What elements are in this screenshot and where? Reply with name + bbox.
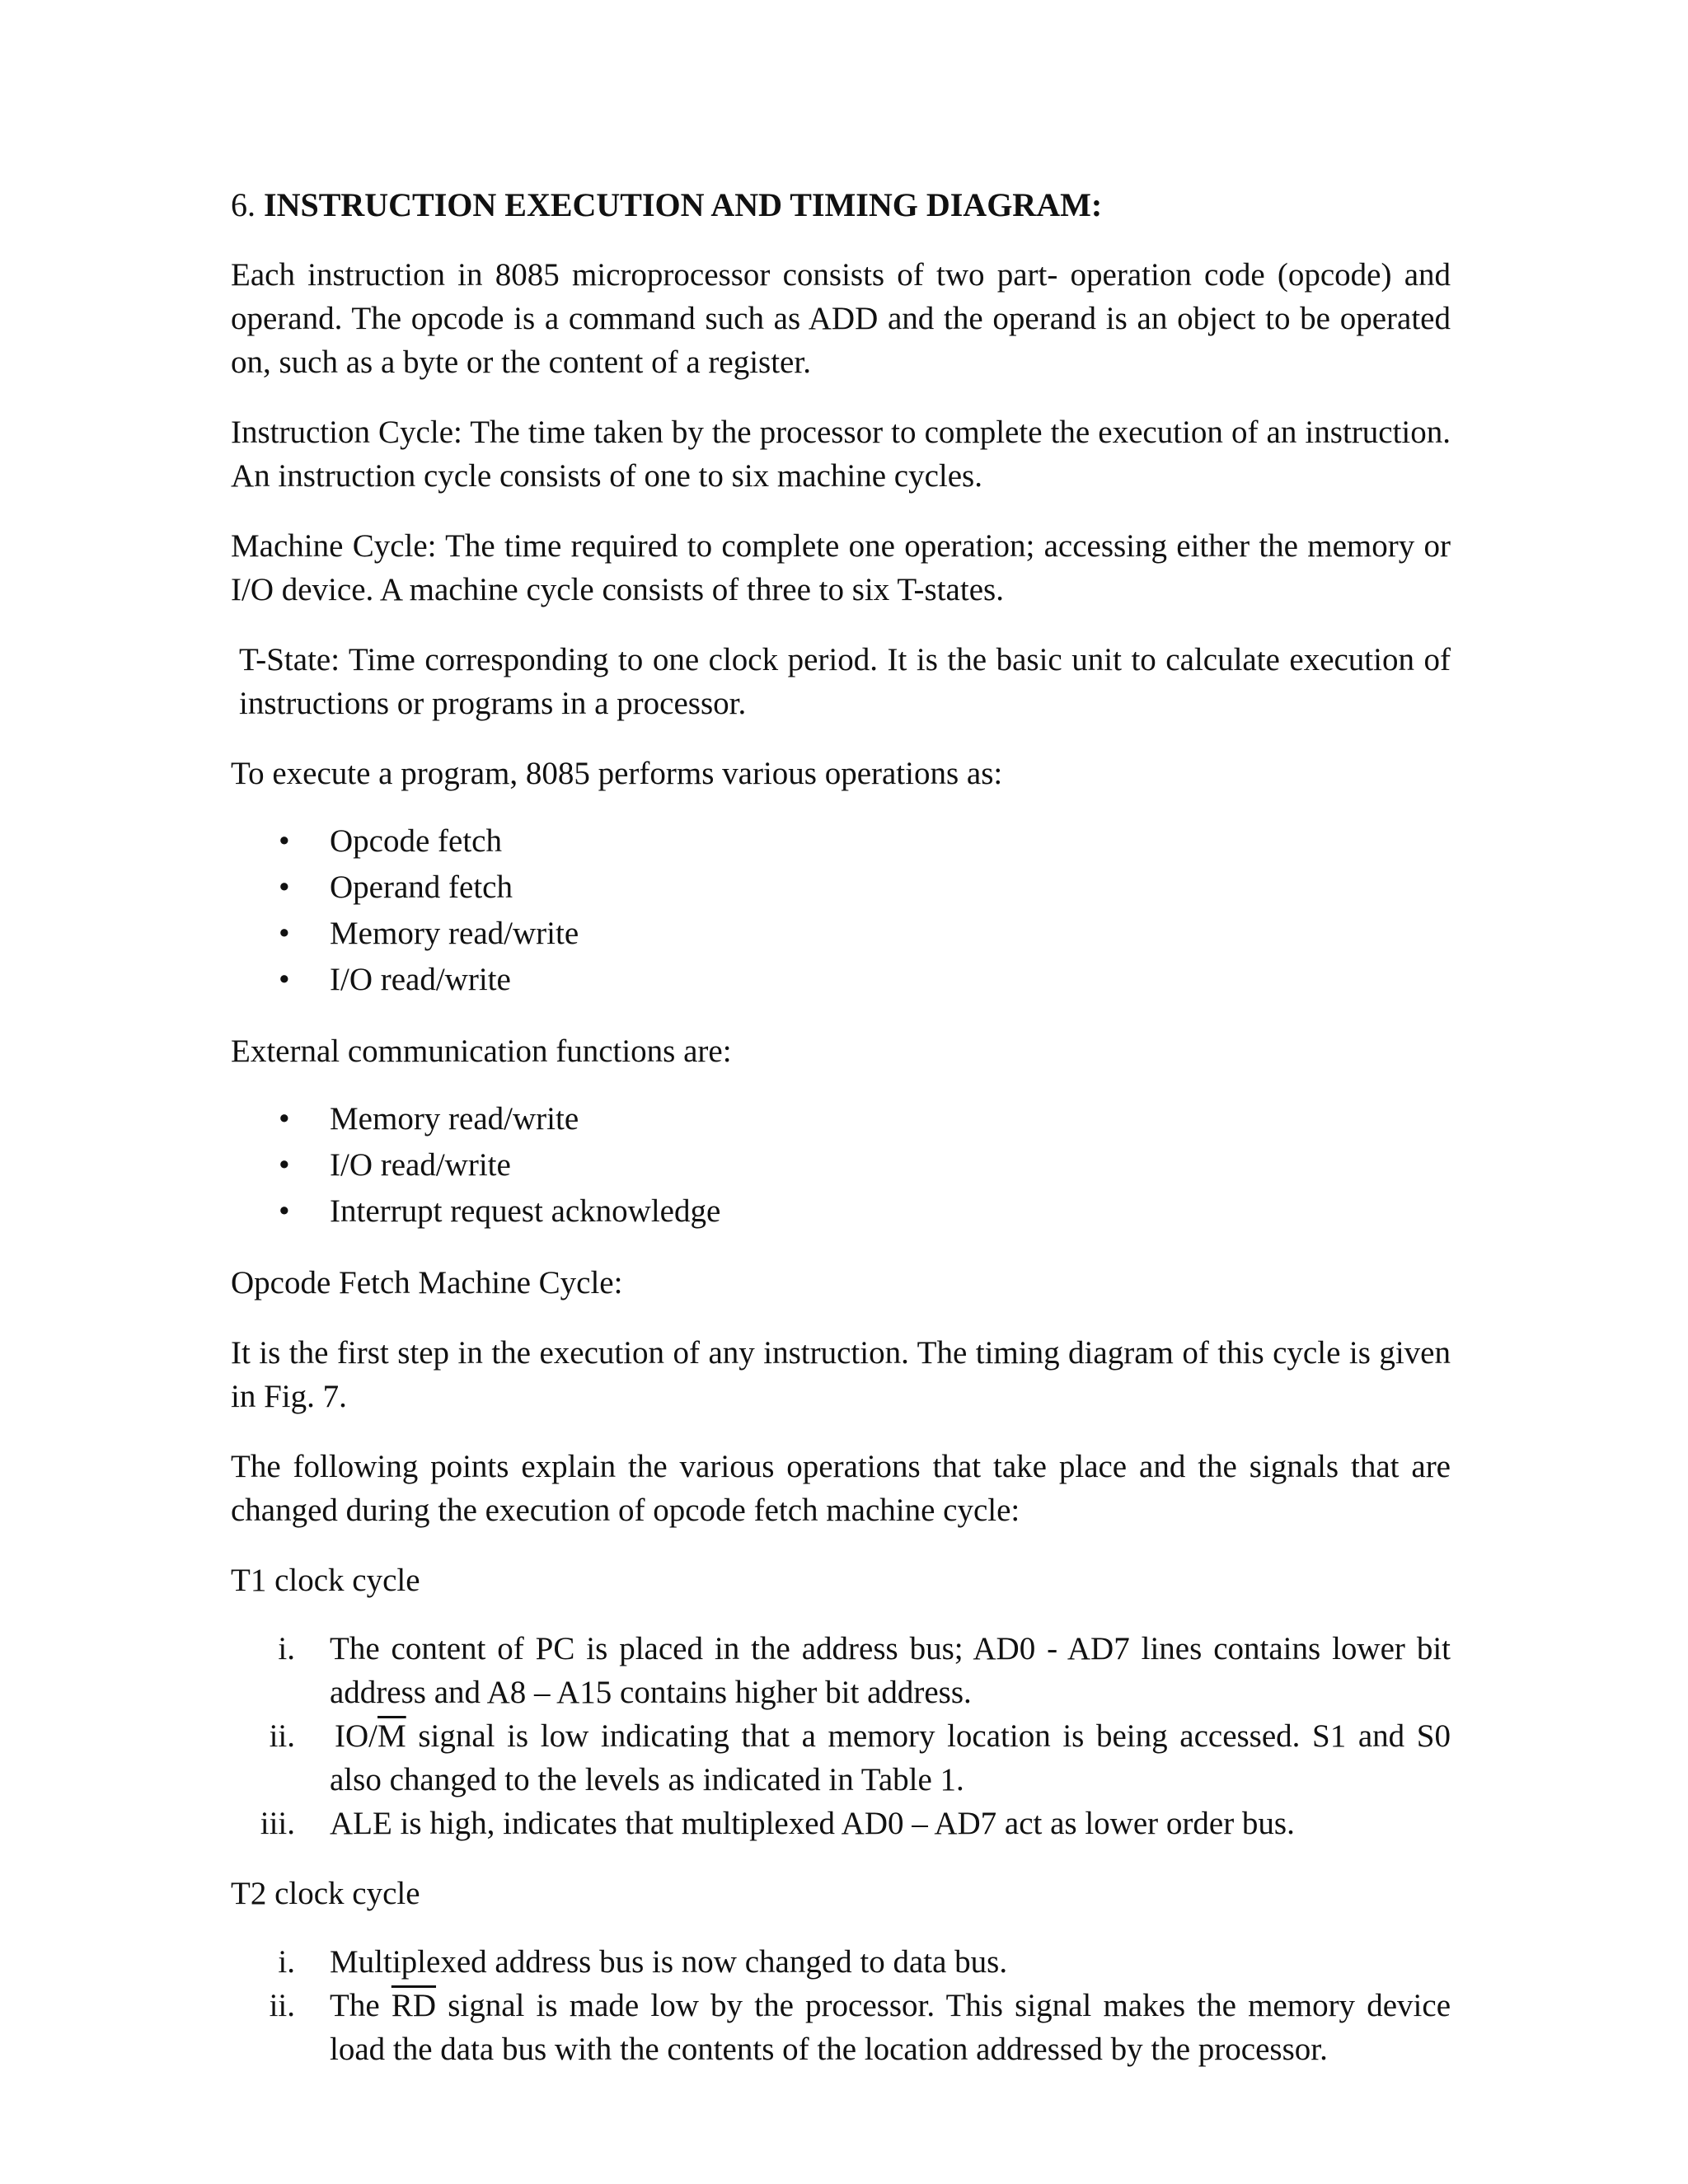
t2-clock-cycle-title: T2 clock cycle bbox=[231, 1876, 420, 1911]
list-item-text: The content of PC is placed in the address bus; AD0 - AD7 lines contains lower bit address and A8 – A15 contains higher bit address. bbox=[330, 1631, 1451, 1710]
t1-clock-cycle-title: T1 clock cycle bbox=[231, 1563, 420, 1598]
list-item bbox=[231, 957, 1451, 1003]
bullet-icon: • bbox=[279, 962, 290, 997]
list-item-text: Opcode fetch bbox=[330, 823, 502, 859]
intro-paragraph: Each instruction in 8085 microprocessor consists of two part- operation code (opcode) and operand. The opcode is a command such as ADD and the operand is an object to be operated on, such as a byte or the content of a register. bbox=[231, 257, 1451, 380]
list-item bbox=[231, 1627, 1451, 1714]
list-numeral: ii. bbox=[269, 1718, 295, 1754]
machine-cycle-paragraph: Machine Cycle: The time required to complete one operation; accessing either the memory or I/O device. A machine cycle consists of three to six T-states. bbox=[231, 528, 1451, 607]
list-numeral: iii. bbox=[260, 1806, 295, 1841]
external-functions-list bbox=[231, 1096, 1451, 1235]
list-item bbox=[231, 818, 1451, 865]
list-item bbox=[231, 1940, 1451, 1984]
list-numeral: i. bbox=[278, 1944, 295, 1980]
rd-signal-overbar: $\overline{RD}$ bbox=[391, 1988, 437, 2023]
list-item-text: I/O read/write bbox=[330, 962, 511, 997]
bullet-icon: • bbox=[279, 1101, 290, 1137]
list-item-text: Operand fetch bbox=[330, 869, 513, 905]
instruction-cycle-paragraph: Instruction Cycle: The time taken by the processor to complete the execution of an instruction. An instruction cycle consists of one to six machine cycles. bbox=[231, 415, 1451, 494]
io-m-signal-prefix: IO/ bbox=[335, 1718, 377, 1754]
list-item bbox=[231, 1096, 1451, 1142]
document-page bbox=[231, 183, 1451, 2097]
external-intro-paragraph: External communication functions are: bbox=[231, 1033, 732, 1069]
m-signal-overbar: $\overline{M}$ bbox=[377, 1718, 406, 1754]
t1-items-list bbox=[231, 1627, 1451, 1845]
following-points-paragraph: The following points explain the various operations that take place and the signals that are changed during the execution of opcode fetch machine cycle: bbox=[231, 1449, 1451, 1528]
list-item-text: ALE is high, indicates that multiplexed AD0 – AD7 act as lower order bus. bbox=[330, 1806, 1295, 1841]
list-item-text: Memory read/write bbox=[330, 1101, 579, 1137]
list-item-text: Memory read/write bbox=[330, 916, 579, 951]
list-item bbox=[231, 1984, 1451, 2071]
section-number: 6. bbox=[231, 186, 256, 223]
t2-items-list bbox=[231, 1940, 1451, 2071]
list-item-text: Interrupt request acknowledge bbox=[330, 1193, 721, 1229]
list-item-text: signal is made low by the processor. This signal makes the memory device load the data bus with the contents of the location addressed by the processor. bbox=[330, 1988, 1451, 2067]
list-item-text: signal is low indicating that a memory location is being accessed. S1 and S0 also changed to the levels as indicated in Table 1. bbox=[330, 1718, 1451, 1797]
list-item bbox=[231, 911, 1451, 957]
list-item-text-before: The bbox=[330, 1988, 392, 2023]
bullet-icon: • bbox=[279, 916, 290, 951]
list-numeral: ii. bbox=[269, 1988, 295, 2023]
list-item bbox=[231, 865, 1451, 911]
operations-intro-paragraph: To execute a program, 8085 performs various operations as: bbox=[231, 756, 1003, 791]
bullet-icon: • bbox=[279, 1193, 290, 1229]
list-item-text: Multiplexed address bus is now changed to data bus. bbox=[330, 1944, 1008, 1980]
list-numeral: i. bbox=[278, 1631, 295, 1666]
bullet-icon: • bbox=[279, 1147, 290, 1183]
section-title: INSTRUCTION EXECUTION AND TIMING DIAGRAM: bbox=[264, 186, 1103, 223]
opcode-fetch-description: It is the first step in the execution of any instruction. The timing diagram of this cycle is given in Fig. 7. bbox=[231, 1335, 1451, 1414]
list-item bbox=[231, 1142, 1451, 1188]
operations-list bbox=[231, 818, 1451, 1003]
list-item bbox=[231, 1714, 1451, 1802]
list-item-text: I/O read/write bbox=[330, 1147, 511, 1183]
opcode-fetch-title: Opcode Fetch Machine Cycle: bbox=[231, 1265, 623, 1301]
list-item bbox=[231, 1802, 1451, 1845]
t-state-paragraph: T-State: Time corresponding to one clock period. It is the basic unit to calculate execution of instructions or programs in a processor. bbox=[239, 642, 1451, 721]
list-item bbox=[231, 1188, 1451, 1235]
bullet-icon: • bbox=[279, 869, 290, 905]
bullet-icon: • bbox=[279, 823, 290, 859]
section-heading bbox=[231, 183, 1451, 227]
